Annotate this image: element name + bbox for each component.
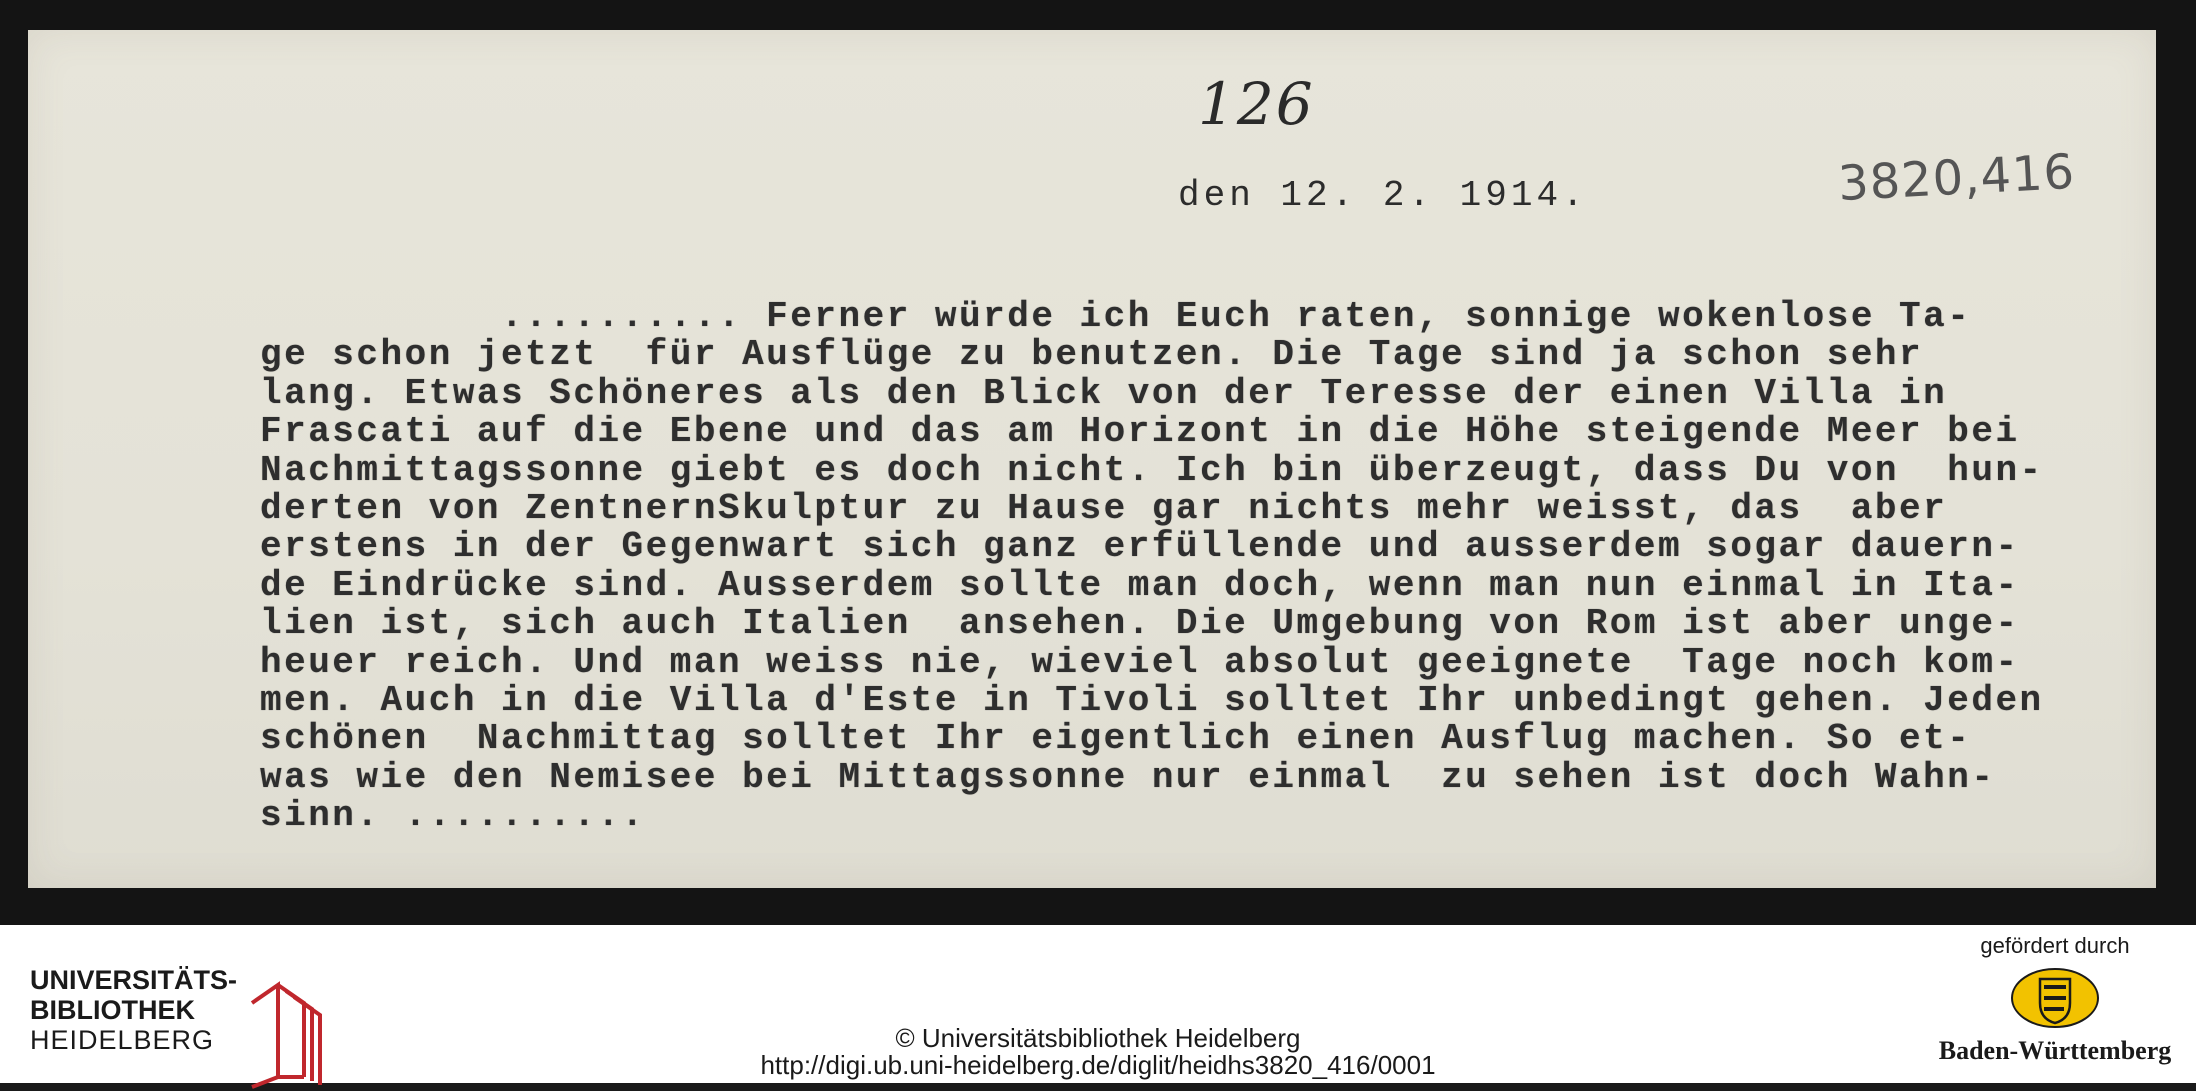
text-line: de Eindrücke sind. Ausserdem sollte man doch, wenn man nun einmal in Ita- — [260, 564, 2020, 606]
text-line: Nachmittagssonne giebt es doch nicht. Ich bin überzeugt, dass Du von hun- — [260, 449, 2044, 491]
text-line: sinn. .......... — [260, 795, 646, 837]
sponsor-block[interactable] — [1930, 933, 2180, 1066]
text-line: lang. Etwas Schöneres als den Blick von der Teresse der einen Villa in — [260, 372, 1948, 414]
text-line: Frascati auf die Ebene und das am Horizont in die Höhe steigende Meer bei — [260, 411, 2020, 453]
text-line: heuer reich. Und man weiss nie, wieviel absolut geeignete Tage noch kom- — [260, 641, 2020, 683]
text-line: men. Auch in die Villa d'Este in Tivoli solltet Ihr unbedingt gehen. Jeden — [260, 680, 2044, 722]
sponsor-label: gefördert durch — [1980, 933, 2130, 958]
folio-number: 126 — [1198, 70, 1315, 138]
permalink[interactable]: http://digi.ub.uni-heidelberg.de/diglit/heidhs3820_416/0001 — [760, 1050, 1436, 1080]
text-line: derten von ZentnernSkulptur zu Hause gar nichts mehr weisst, das aber — [260, 488, 1948, 530]
footer — [0, 925, 2196, 1083]
library-name-line3: HEIDELBERG — [30, 1025, 215, 1055]
text-line: schönen Nachmittag solltet Ihr eigentlich einen Ausflug machen. So et- — [260, 718, 1972, 760]
state-coat-of-arms-icon — [2010, 967, 2100, 1029]
text-line: lien ist, sich auch Italien ansehen. Die Umgebung von Rom ist aber unge- — [260, 603, 2020, 645]
letter-date: den 12. 2. 1914. — [1178, 175, 1588, 216]
text-line: was wie den Nemisee bei Mittagssonne nur einmal zu sehen ist doch Wahn- — [260, 756, 1996, 798]
copyright-notice: © Universitätsbibliothek Heidelberg — [895, 1023, 1301, 1053]
letter-body — [260, 298, 2160, 836]
text-line: .......... Ferner würde ich Euch raten, sonnige wokenlose Ta- — [260, 296, 1972, 337]
text-line: erstens in der Gegenwart sich ganz erfüllende und ausserdem sogar dauern- — [260, 526, 2020, 568]
shelfmark: 3820,416 — [1836, 143, 2077, 213]
library-name-line2: BIBLIOTHEK — [30, 995, 195, 1025]
library-name-line1: UNIVERSITÄTS- — [30, 965, 238, 995]
letter-page — [28, 30, 2156, 888]
text-line: ge schon jetzt für Ausflüge zu benutzen. Die Tage sind ja schon sehr — [260, 334, 1924, 376]
sponsor-name: Baden-Württemberg — [1938, 1036, 2172, 1065]
